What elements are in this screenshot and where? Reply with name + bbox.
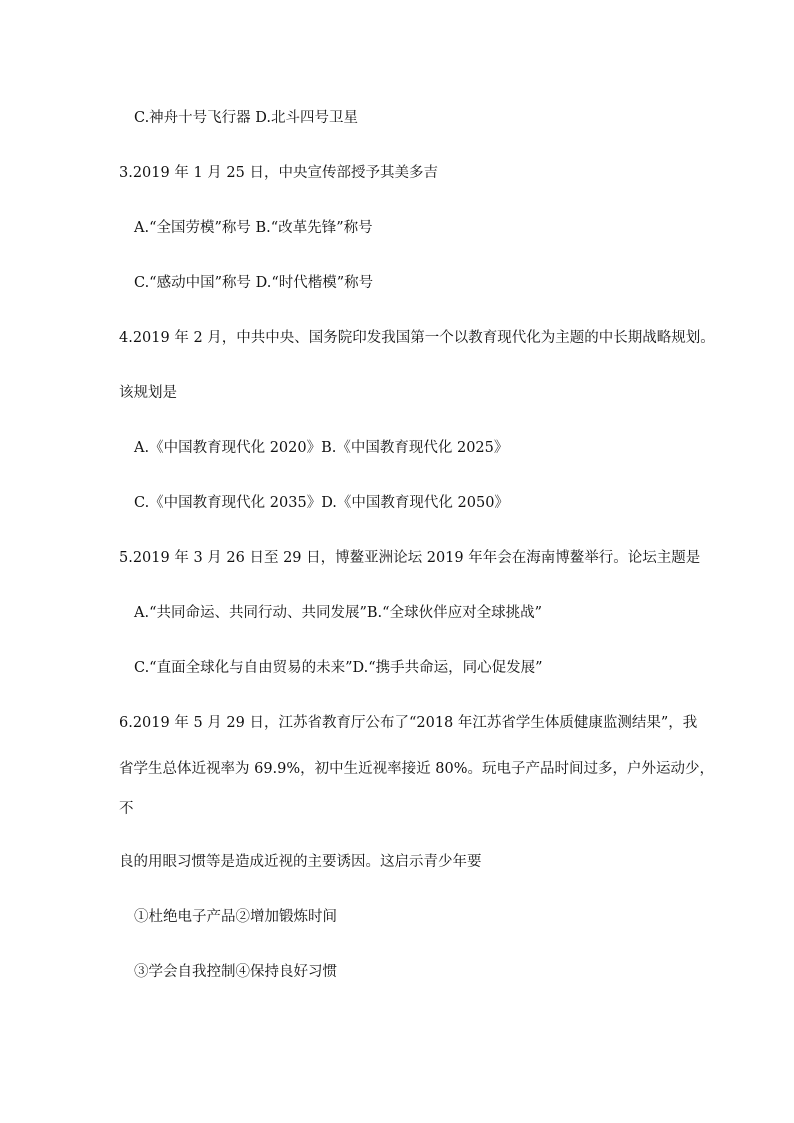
q6-question-stem-line2: 省学生总体近视率为 69.9%，初中生近视率接近 80%。玩电子产品时间过多，户外运动少， bbox=[119, 761, 715, 777]
q5-question-stem: 5.2019 年 3 月 26 日至 29 日，博鳌亚洲论坛 2019 年年会在海南博鳌举行。论坛主题是 bbox=[119, 550, 701, 566]
q6-question-stem-line1: 6.2019 年 5 月 29 日，江苏省教育厅公布了“2018 年江苏省学生体质健康监测结果”，我 bbox=[119, 715, 698, 731]
q6-question-stem-line3: 不 bbox=[119, 801, 134, 817]
q4-question-stem-line2: 该规划是 bbox=[119, 385, 177, 401]
q3-options-a-b: A.“全国劳模”称号 B.“改革先锋”称号 bbox=[134, 220, 373, 236]
q4-options-a-b: A.《中国教育现代化 2020》B.《中国教育现代化 2025》 bbox=[134, 440, 509, 456]
q6-statements-1-2: ①杜绝电子产品②增加锻炼时间 bbox=[134, 909, 337, 925]
q4-options-c-d: C.《中国教育现代化 2035》D.《中国教育现代化 2050》 bbox=[134, 495, 509, 511]
q5-options-a-b: A.“共同命运、共同行动、共同发展”B.“全球伙伴应对全球挑战” bbox=[134, 605, 542, 621]
q6-statements-3-4: ③学会自我控制④保持良好习惯 bbox=[134, 964, 337, 980]
q5-options-c-d: C.“直面全球化与自由贸易的未来”D.“携手共命运，同心促发展” bbox=[134, 660, 543, 676]
q4-question-stem-line1: 4.2019 年 2 月，中共中央、国务院印发我国第一个以教育现代化为主题的中长期战略规划。 bbox=[119, 330, 715, 346]
q2-options-c-d: C.神舟十号飞行器 D.北斗四号卫星 bbox=[134, 110, 359, 126]
q3-question-stem: 3.2019 年 1 月 25 日，中央宣传部授予其美多吉 bbox=[119, 165, 438, 181]
q3-options-c-d: C.“感动中国”称号 D.“时代楷模”称号 bbox=[134, 275, 374, 291]
q6-question-stem-line4: 良的用眼习惯等是造成近视的主要诱因。这启示青少年要 bbox=[119, 854, 482, 870]
